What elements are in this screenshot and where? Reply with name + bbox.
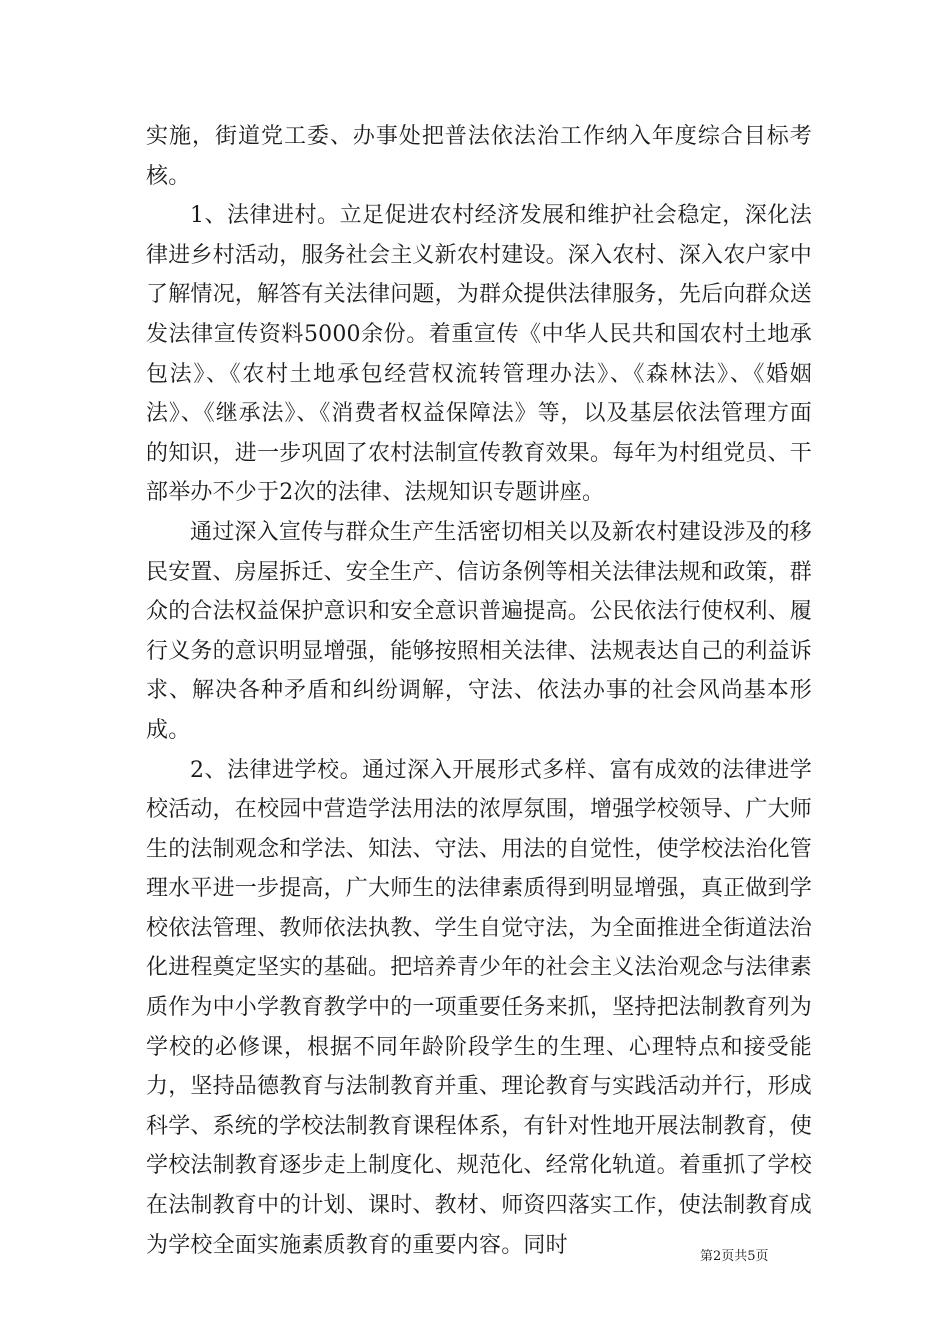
page-number-footer: 第2页共5页 [700,1249,769,1264]
document-body [146,117,812,1265]
paragraph-continuation: 实施，街道党工委、办事处把普法依法治工作纳入年度综合目标考核。 [146,124,812,189]
paragraph-publicity-results: 通过深入宣传与群众生产生活密切相关以及新农村建设涉及的移民安置、房屋拆迁、安全生产、信访条例等相关法律法规和政策，群众的合法权益保护意识和安全意识普遍提高。公民依法行使权利、履行义务的意识明显增强，能够按照相关法律、法规表达自己的利益诉求、解决各种矛盾和纠纷调解，守法、依法办事的社会风尚基本形成。 [146,519,813,743]
paragraph-law-into-schools: 2、法律进学校。通过深入开展形式多样、富有成效的法律进学校活动，在校园中营造学法用法的浓厚氛围，增强学校领导、广大师生的法制观念和学法、知法、守法、用法的自觉性，使学校法治化管理水平进一步提高，广大师生的法律素质得到明显增强，真正做到学校依法管理、教师依法执教、学生自觉守法，为全面推进全街道法治化进程奠定坚实的基础。把培养青少年的社会主义法治观念与法律素质作为中小学教育教学中的一项重要任务来抓，坚持把法制教育列为学校的必修课，根据不同年龄阶段学生的生理、心理特点和接受能力，坚持品德教育与法制教育并重、理论教育与实践活动并行，形成科学、系统的学校法制教育课程体系，有针对性地开展法制教育，使学校法制教育逐步走上制度化、规范化、经常化轨道。着重抓了学校在法制教育中的计划、课时、教材、师资四落实工作，使法制教育成为学校全面实施素质教育的重要内容。同时 [146,757,813,1258]
paragraph-law-into-villages: 1、法律进村。立足促进农村经济发展和维护社会稳定，深化法律进乡村活动，服务社会主义新农村建设。深入农村、深入农户家中了解情况，解答有关法律问题，为群众提供法律服务，先后向群众送发法律宣传资料5000余份。着重宣传《中华人民共和国农村土地承包法》、《农村土地承包经营权流转管理办法》、《森林法》、《婚姻法》、《继承法》、《消费者权益保障法》等，以及基层依法管理方面的知识，进一步巩固了农村法制宣传教育效果。每年为村组党员、干部举办不少于2次的法律、法规知识专题讲座。 [146,203,813,506]
